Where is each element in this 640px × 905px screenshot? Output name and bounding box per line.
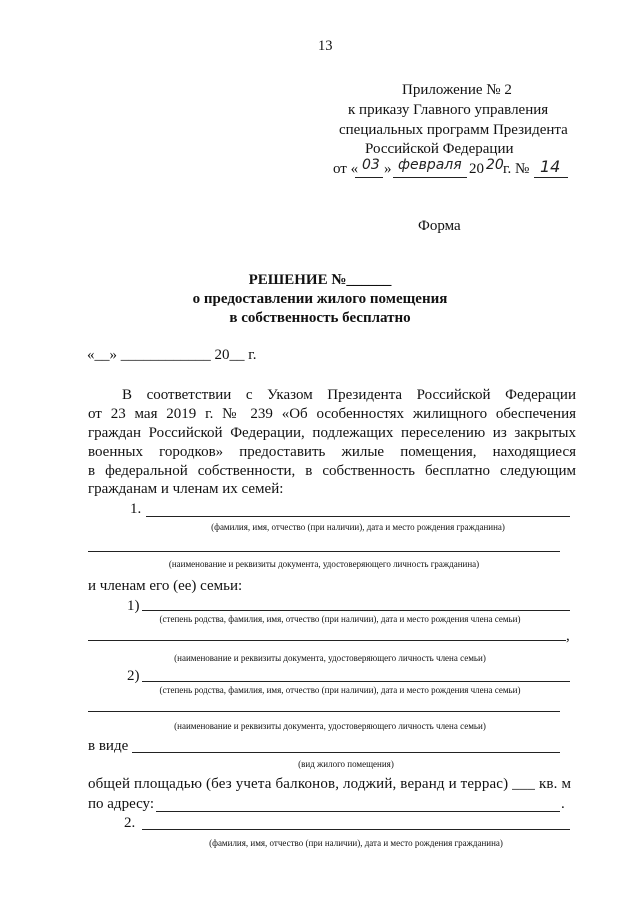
body-line-1: В соответствии с Указом Президента Российской Федерации <box>122 387 576 403</box>
dwelling-type-caption: (вид жилого помещения) <box>298 759 394 769</box>
body-line-2: от 23 мая 2019 г. № 239 «Об особенностях жилищного обеспечения <box>88 406 576 422</box>
dwelling-type-label: в виде <box>88 738 129 754</box>
body-line-4: военных городков» предоставить жилые помещения, находящиеся <box>88 444 576 460</box>
member-1-doc-caption: (наименование и реквизиты документа, удостоверяющего личность члена семьи) <box>174 653 486 663</box>
member-2-doc-caption: (наименование и реквизиты документа, удостоверяющего личность члена семьи) <box>174 721 486 731</box>
member-2-name-line <box>142 681 570 682</box>
appendix-number-label: г. № <box>503 161 530 177</box>
appendix-year-prefix: 20 <box>469 161 484 177</box>
address-line <box>156 811 560 812</box>
member-1-comma: , <box>566 628 570 644</box>
member-1-name-caption: (степень родства, фамилия, имя, отчество (при наличии), дата и место рождения члена семьи) <box>159 614 521 624</box>
appendix-year: 20 <box>486 157 504 173</box>
appendix-number: 14 <box>540 157 561 176</box>
decision-subtitle: о предоставлении жилого помещения <box>192 291 448 307</box>
citizen-2-name-line <box>142 829 570 830</box>
citizen-2-name-caption: (фамилия, имя, отчество (при наличии), дата и место рождения гражданина) <box>209 838 503 848</box>
appendix-month: февраля <box>398 157 462 173</box>
member-1-number: 1) <box>127 598 140 614</box>
body-line-5: в федеральной собственности, в собственность бесплатно следующим <box>88 463 576 479</box>
citizen-2-number: 2. <box>124 815 136 831</box>
appendix-day-close: » <box>384 161 392 177</box>
member-1-name-line-2 <box>88 640 566 641</box>
citizen-1-doc-line <box>88 551 560 552</box>
body-line-6: гражданам и членам их семей: <box>88 481 284 497</box>
page-number: 13 <box>318 38 333 54</box>
member-1-name-line <box>142 610 570 611</box>
citizen-1-name-line <box>146 516 570 517</box>
form-label: Форма <box>418 218 461 234</box>
appendix-date-prefix: от « <box>333 161 359 177</box>
appendix-program-line: специальных программ Президента <box>339 122 568 138</box>
member-2-number: 2) <box>127 668 140 684</box>
dwelling-type-line <box>132 752 560 753</box>
citizen-1-doc-caption: (наименование и реквизиты документа, удостоверяющего личность гражданина) <box>168 559 480 569</box>
citizen-1-number: 1. <box>130 501 142 517</box>
address-dot: . <box>561 796 565 812</box>
family-label: и членам его (ее) семьи: <box>88 578 243 594</box>
decision-title: РЕШЕНИЕ №______ <box>248 272 392 288</box>
appendix-title: Приложение № 2 <box>402 82 512 98</box>
body-line-3: граждан Российской Федерации, подлежащих переселению из закрытых <box>88 425 576 441</box>
member-2-name-caption: (степень родства, фамилия, имя, отчество (при наличии), дата и место рождения члена семьи) <box>159 685 521 695</box>
appendix-order-line: к приказу Главного управления <box>348 102 549 118</box>
appendix-day: 03 <box>362 157 380 173</box>
area-text: общей площадью (без учета балконов, лоджий, веранд и террас) ___ кв. м <box>88 776 572 792</box>
appendix-federation-line: Российской Федерации <box>365 141 514 157</box>
address-label: по адресу: <box>88 796 155 812</box>
decision-subtitle-2: в собственность бесплатно <box>229 310 411 326</box>
citizen-1-name-caption: (фамилия, имя, отчество (при наличии), дата и место рождения гражданина) <box>211 522 505 532</box>
decision-date-line: «__» ____________ 20__ г. <box>87 347 257 363</box>
member-2-doc-line <box>88 711 560 712</box>
